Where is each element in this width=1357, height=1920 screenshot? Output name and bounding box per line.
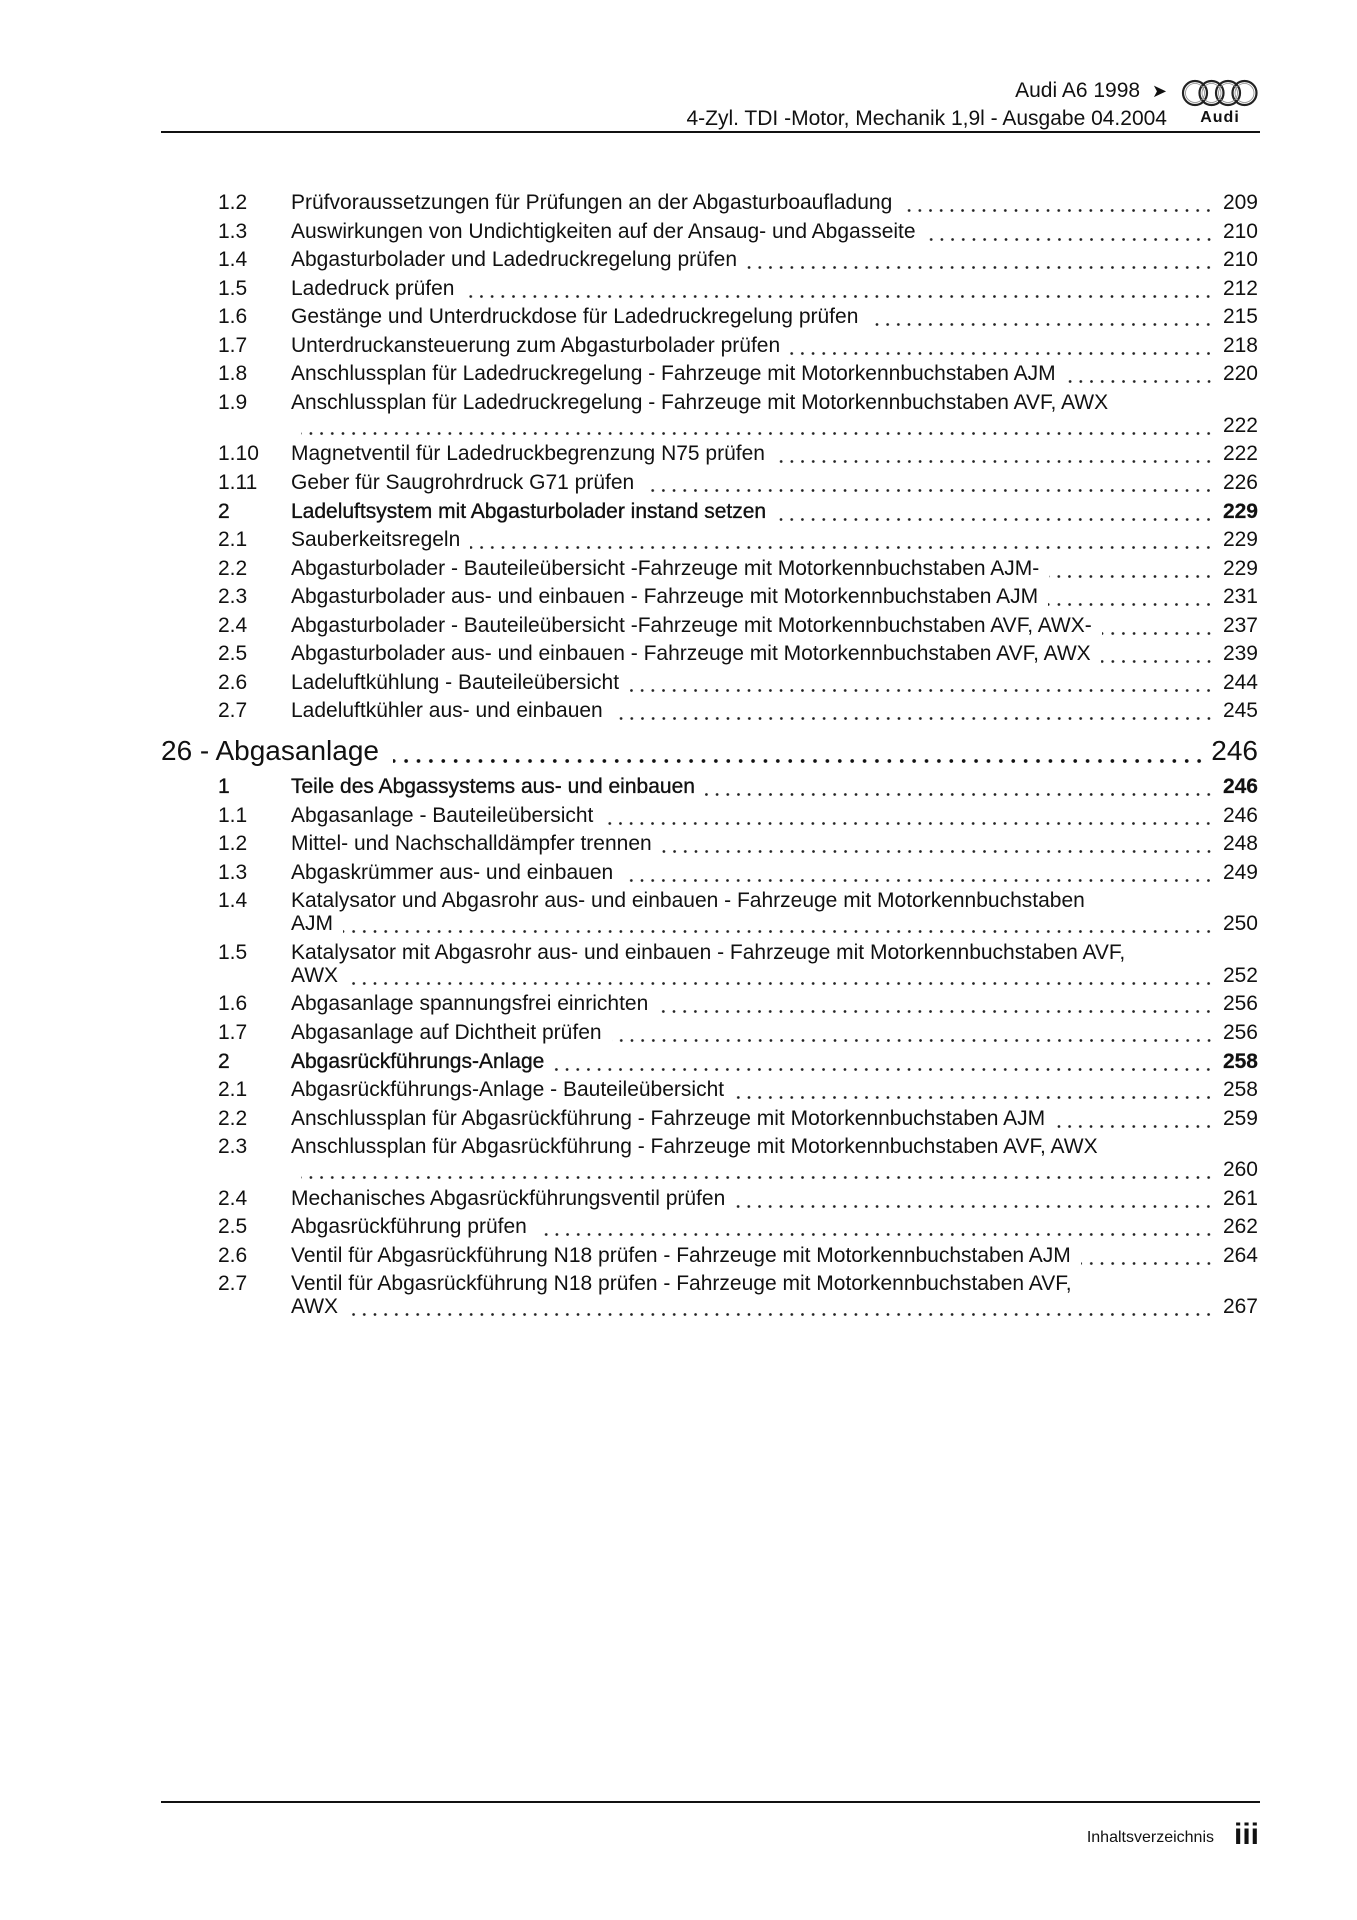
entry-number: 1.8: [218, 362, 248, 385]
entry-page: 209: [1222, 191, 1258, 214]
toc-entry[interactable]: [218, 1187, 1258, 1210]
toc-entry[interactable]: [218, 1107, 1258, 1130]
entry-number: 2.4: [218, 613, 248, 637]
dot-leader: [926, 220, 1214, 243]
entry-title: Abgasturbolader - Bauteileübersicht -Fahrzeuge mit Motorkennbuchstaben AVF, AWX-: [291, 613, 1092, 637]
entry-number: 2.3: [218, 585, 248, 608]
entry-page: 229: [1222, 528, 1258, 551]
entry-title: Ladeluftkühlung - Bauteileübersicht: [291, 670, 620, 694]
entry-title: Mechanisches Abgasrückführungsventil prüfen: [291, 1186, 726, 1210]
entry-title: Magnetventil für Ladedruckbegrenzung N75 prüfen: [291, 442, 765, 465]
toc-entry[interactable]: [218, 941, 1258, 987]
toc-entry[interactable]: [218, 1078, 1258, 1101]
entry-page: 258: [1222, 1049, 1258, 1073]
entry-number: 2.4: [218, 1186, 248, 1210]
toc-chapter[interactable]: [161, 735, 1258, 767]
toc-entry[interactable]: [218, 804, 1258, 827]
entry-page: 249: [1222, 860, 1258, 884]
entry-page: 261: [1222, 1186, 1258, 1210]
dot-leader: [554, 1050, 1214, 1073]
toc-entry[interactable]: [218, 1021, 1258, 1044]
entry-title: Anschlussplan für Ladedruckregelung - Fahrzeuge mit Motorkennbuchstaben AVF, AWX: [291, 390, 1109, 414]
entry-page: 248: [1222, 832, 1258, 855]
entry-title-continued: AWX: [291, 963, 339, 987]
entry-number: 1.5: [218, 276, 248, 300]
dot-leader: [662, 832, 1214, 855]
entry-title: Abgasrückführungs-Anlage - Bauteileübersicht: [291, 1078, 725, 1101]
entry-page: 258: [1222, 1078, 1258, 1101]
entry-title: Abgasturbolader und Ladedruckregelung prüfen: [291, 248, 737, 271]
entry-number: 1.2: [218, 191, 248, 214]
entry-number: 1.6: [218, 305, 248, 328]
dot-leader: [470, 528, 1214, 551]
toc-entry[interactable]: [218, 832, 1258, 855]
toc-entry[interactable]: [218, 334, 1258, 357]
entry-number: 2: [218, 1049, 230, 1073]
toc-entry[interactable]: [218, 1272, 1258, 1318]
dot-leader: [644, 471, 1214, 494]
entry-page: 212: [1222, 276, 1258, 300]
toc-entry[interactable]: [218, 642, 1258, 665]
toc-entry[interactable]: [218, 1244, 1258, 1267]
table-of-contents: [161, 191, 1258, 1324]
entry-page: 222: [1222, 413, 1258, 437]
entry-page: 245: [1222, 699, 1258, 722]
dot-leader: [1102, 614, 1214, 637]
entry-title-continued: AWX: [291, 1295, 339, 1318]
entry-number: 1.10: [218, 442, 259, 465]
entry-number: 2.7: [218, 1272, 248, 1295]
dot-leader: [1081, 1244, 1214, 1267]
entry-page: 210: [1222, 248, 1258, 271]
dot-leader: [464, 277, 1214, 300]
entry-page: 246: [1222, 803, 1258, 827]
dot-leader: [537, 1215, 1214, 1238]
entry-title: Katalysator mit Abgasrohr aus- und einbauen - Fahrzeuge mit Motorkennbuchstaben AVF,: [291, 940, 1126, 964]
entry-title: Unterdruckansteuerung zum Abgasturbolader prüfen: [291, 333, 781, 357]
toc-entry[interactable]: [218, 585, 1258, 608]
entry-title: Teile des Abgassystems aus- und einbauen: [291, 775, 695, 798]
entry-page: 256: [1222, 992, 1258, 1015]
header-subtitle: 4-Zyl. TDI -Motor, Mechanik 1,9l - Ausgabe 04.2004: [686, 107, 1167, 130]
chapter-page: 246: [1211, 735, 1258, 766]
dot-leader: [301, 414, 1214, 437]
entry-title: Sauberkeitsregeln: [291, 528, 461, 551]
entry-title: Geber für Saugrohrdruck G71 prüfen: [291, 470, 635, 494]
toc-entry[interactable]: [218, 889, 1258, 935]
entry-title: Abgasanlage auf Dichtheit prüfen: [291, 1020, 602, 1044]
dot-leader: [747, 248, 1214, 271]
entry-title: Abgasrückführungs-Anlage: [291, 1049, 545, 1073]
toc-group-2: [218, 775, 1258, 1318]
dot-leader: [776, 500, 1214, 523]
toc-entry[interactable]: [218, 557, 1258, 580]
entry-title: Anschlussplan für Abgasrückführung - Fahrzeuge mit Motorkennbuchstaben AJM: [291, 1106, 1046, 1130]
toc-entry[interactable]: [218, 528, 1258, 551]
entry-number: 1.4: [218, 889, 248, 912]
entry-title: Anschlussplan für Abgasrückführung - Fahrzeuge mit Motorkennbuchstaben AVF, AWX: [291, 1135, 1098, 1158]
toc-group-1: [218, 191, 1258, 722]
entry-page: 237: [1222, 613, 1258, 637]
entry-page: 259: [1222, 1106, 1258, 1130]
dot-leader: [612, 1021, 1214, 1044]
chapter-title: 26 - Abgasanlage: [161, 735, 379, 766]
entry-number: 2.6: [218, 1243, 248, 1267]
toc-section-entry[interactable]: [218, 1050, 1258, 1073]
toc-entry[interactable]: [218, 277, 1258, 300]
dot-leader: [735, 1187, 1214, 1210]
toc-entry[interactable]: [218, 442, 1258, 465]
dot-leader: [734, 1078, 1214, 1101]
entry-page: 239: [1222, 642, 1258, 665]
entry-page: 229: [1222, 499, 1258, 523]
dot-leader: [1048, 585, 1214, 608]
entry-page: 246: [1222, 775, 1258, 798]
entry-page: 252: [1222, 963, 1258, 987]
entry-title: Anschlussplan für Ladedruckregelung - Fahrzeuge mit Motorkennbuchstaben AJM: [291, 362, 1056, 385]
entry-title: Ladedruck prüfen: [291, 276, 455, 300]
header-model: [1015, 78, 1167, 104]
entry-page: 231: [1222, 585, 1258, 608]
entry-number: 1.3: [218, 860, 248, 884]
entry-number: 1.11: [218, 470, 258, 494]
entry-page: 218: [1222, 333, 1258, 357]
entry-number: 1.7: [218, 333, 248, 357]
entry-page: 229: [1222, 556, 1258, 580]
dot-leader: [629, 671, 1214, 694]
entry-number: 1.2: [218, 832, 248, 855]
entry-number: 2.1: [218, 528, 248, 551]
entry-title: Abgasturbolader - Bauteileübersicht -Fahrzeuge mit Motorkennbuchstaben AJM-: [291, 556, 1040, 580]
entry-number: 1.9: [218, 390, 248, 414]
dot-leader: [1049, 557, 1214, 580]
entry-page: 260: [1222, 1158, 1258, 1181]
entry-number: 2: [218, 499, 230, 523]
audi-rings-icon: [1180, 78, 1260, 108]
entry-title: Mittel- und Nachschalldämpfer trennen: [291, 832, 652, 855]
entry-title: Abgasanlage spannungsfrei einrichten: [291, 992, 649, 1015]
entry-page: 264: [1222, 1243, 1258, 1267]
header-model-text: Audi A6 1998: [1015, 79, 1141, 102]
entry-page: 215: [1222, 305, 1258, 328]
entry-page: 262: [1222, 1215, 1258, 1238]
toc-entry[interactable]: [218, 1215, 1258, 1238]
toc-section-entry[interactable]: [218, 500, 1258, 523]
entry-title-continued: AJM: [291, 912, 333, 935]
toc-entry[interactable]: [218, 471, 1258, 494]
entry-number: 1.7: [218, 1020, 248, 1044]
entry-title: Abgaskrümmer aus- und einbauen: [291, 860, 614, 884]
audi-logo-text: Audi: [1200, 109, 1240, 126]
entry-title: Ventil für Abgasrückführung N18 prüfen - Fahrzeuge mit Motorkennbuchstaben AJM: [291, 1243, 1071, 1267]
entry-number: 2.3: [218, 1135, 248, 1158]
entry-page: 226: [1222, 470, 1258, 494]
entry-number: 2.6: [218, 670, 248, 694]
dot-leader: [1055, 1107, 1214, 1130]
entry-title: Ladeluftkühler aus- und einbauen: [291, 699, 603, 722]
entry-number: 1.1: [218, 803, 248, 827]
toc-entry[interactable]: [218, 220, 1258, 243]
entry-page: 210: [1222, 219, 1258, 243]
toc-entry[interactable]: [218, 992, 1258, 1015]
entry-title: Ladeluftsystem mit Abgasturbolader instand setzen: [291, 499, 767, 523]
entry-page: 222: [1222, 442, 1258, 465]
entry-number: 2.5: [218, 1215, 248, 1238]
entry-number: 2.7: [218, 699, 248, 722]
dot-leader: [348, 964, 1214, 987]
audi-logo: [1180, 78, 1260, 127]
entry-page: 220: [1222, 362, 1258, 385]
entry-title: Gestänge und Unterdruckdose für Ladedruckregelung prüfen: [291, 305, 859, 328]
footer-page-number: iii: [1233, 1818, 1259, 1851]
toc-entry[interactable]: [218, 248, 1258, 271]
dot-leader: [868, 305, 1214, 328]
entry-number: 1.5: [218, 940, 248, 964]
dot-leader: [623, 861, 1214, 884]
toc-section-entry[interactable]: [218, 775, 1258, 798]
dot-leader: [603, 804, 1214, 827]
entry-title: Prüfvoraussetzungen für Prüfungen an der Abgasturboaufladung: [291, 191, 893, 214]
footer-rule: [161, 1801, 1260, 1803]
dot-leader: [902, 191, 1214, 214]
entry-number: 1.4: [218, 248, 248, 271]
entry-page: 256: [1222, 1020, 1258, 1044]
footer-label: Inhaltsverzeichnis: [1086, 1829, 1214, 1846]
dot-leader: [705, 775, 1214, 798]
entry-number: 1.6: [218, 992, 248, 1015]
entry-page: 267: [1222, 1295, 1258, 1318]
toc-entry[interactable]: [218, 671, 1258, 694]
entry-title: Abgasrückführung prüfen: [291, 1215, 527, 1238]
toc-entry[interactable]: [218, 614, 1258, 637]
header-rule: [161, 131, 1260, 133]
entry-number: 1: [218, 775, 230, 798]
dot-leader: [613, 699, 1214, 722]
toc-entry[interactable]: [218, 699, 1258, 722]
entry-number: 2.5: [218, 642, 248, 665]
entry-number: 2.2: [218, 1106, 248, 1130]
toc-entry[interactable]: [218, 861, 1258, 884]
toc-entry[interactable]: [218, 362, 1258, 385]
toc-entry[interactable]: [218, 191, 1258, 214]
entry-title: Ventil für Abgasrückführung N18 prüfen - Fahrzeuge mit Motorkennbuchstaben AVF,: [291, 1272, 1072, 1295]
dot-leader: [301, 1158, 1214, 1181]
dot-leader: [1066, 362, 1214, 385]
dot-leader: [348, 1295, 1214, 1318]
dot-leader: [790, 334, 1214, 357]
dot-leader: [343, 912, 1214, 935]
dot-leader: [658, 992, 1214, 1015]
entry-title: Abgasturbolader aus- und einbauen - Fahrzeuge mit Motorkennbuchstaben AVF, AWX: [291, 642, 1091, 665]
dot-leader: [1101, 642, 1214, 665]
entry-title: Auswirkungen von Undichtigkeiten auf der Ansaug- und Abgasseite: [291, 219, 916, 243]
entry-title: Abgasanlage - Bauteileübersicht: [291, 803, 594, 827]
toc-entry[interactable]: [218, 391, 1258, 437]
toc-entry[interactable]: [218, 305, 1258, 328]
dot-leader: [393, 735, 1205, 767]
entry-number: 2.1: [218, 1078, 248, 1101]
arrow-icon: ➤: [1151, 81, 1167, 101]
dot-leader: [775, 442, 1214, 465]
toc-entry[interactable]: [218, 1135, 1258, 1181]
entry-number: 2.2: [218, 556, 248, 580]
entry-number: 1.3: [218, 219, 248, 243]
entry-title: Abgasturbolader aus- und einbauen - Fahrzeuge mit Motorkennbuchstaben AJM: [291, 585, 1039, 608]
entry-page: 244: [1222, 670, 1258, 694]
entry-page: 250: [1222, 912, 1258, 935]
entry-title: Katalysator und Abgasrohr aus- und einbauen - Fahrzeuge mit Motorkennbuchstaben: [291, 889, 1085, 912]
